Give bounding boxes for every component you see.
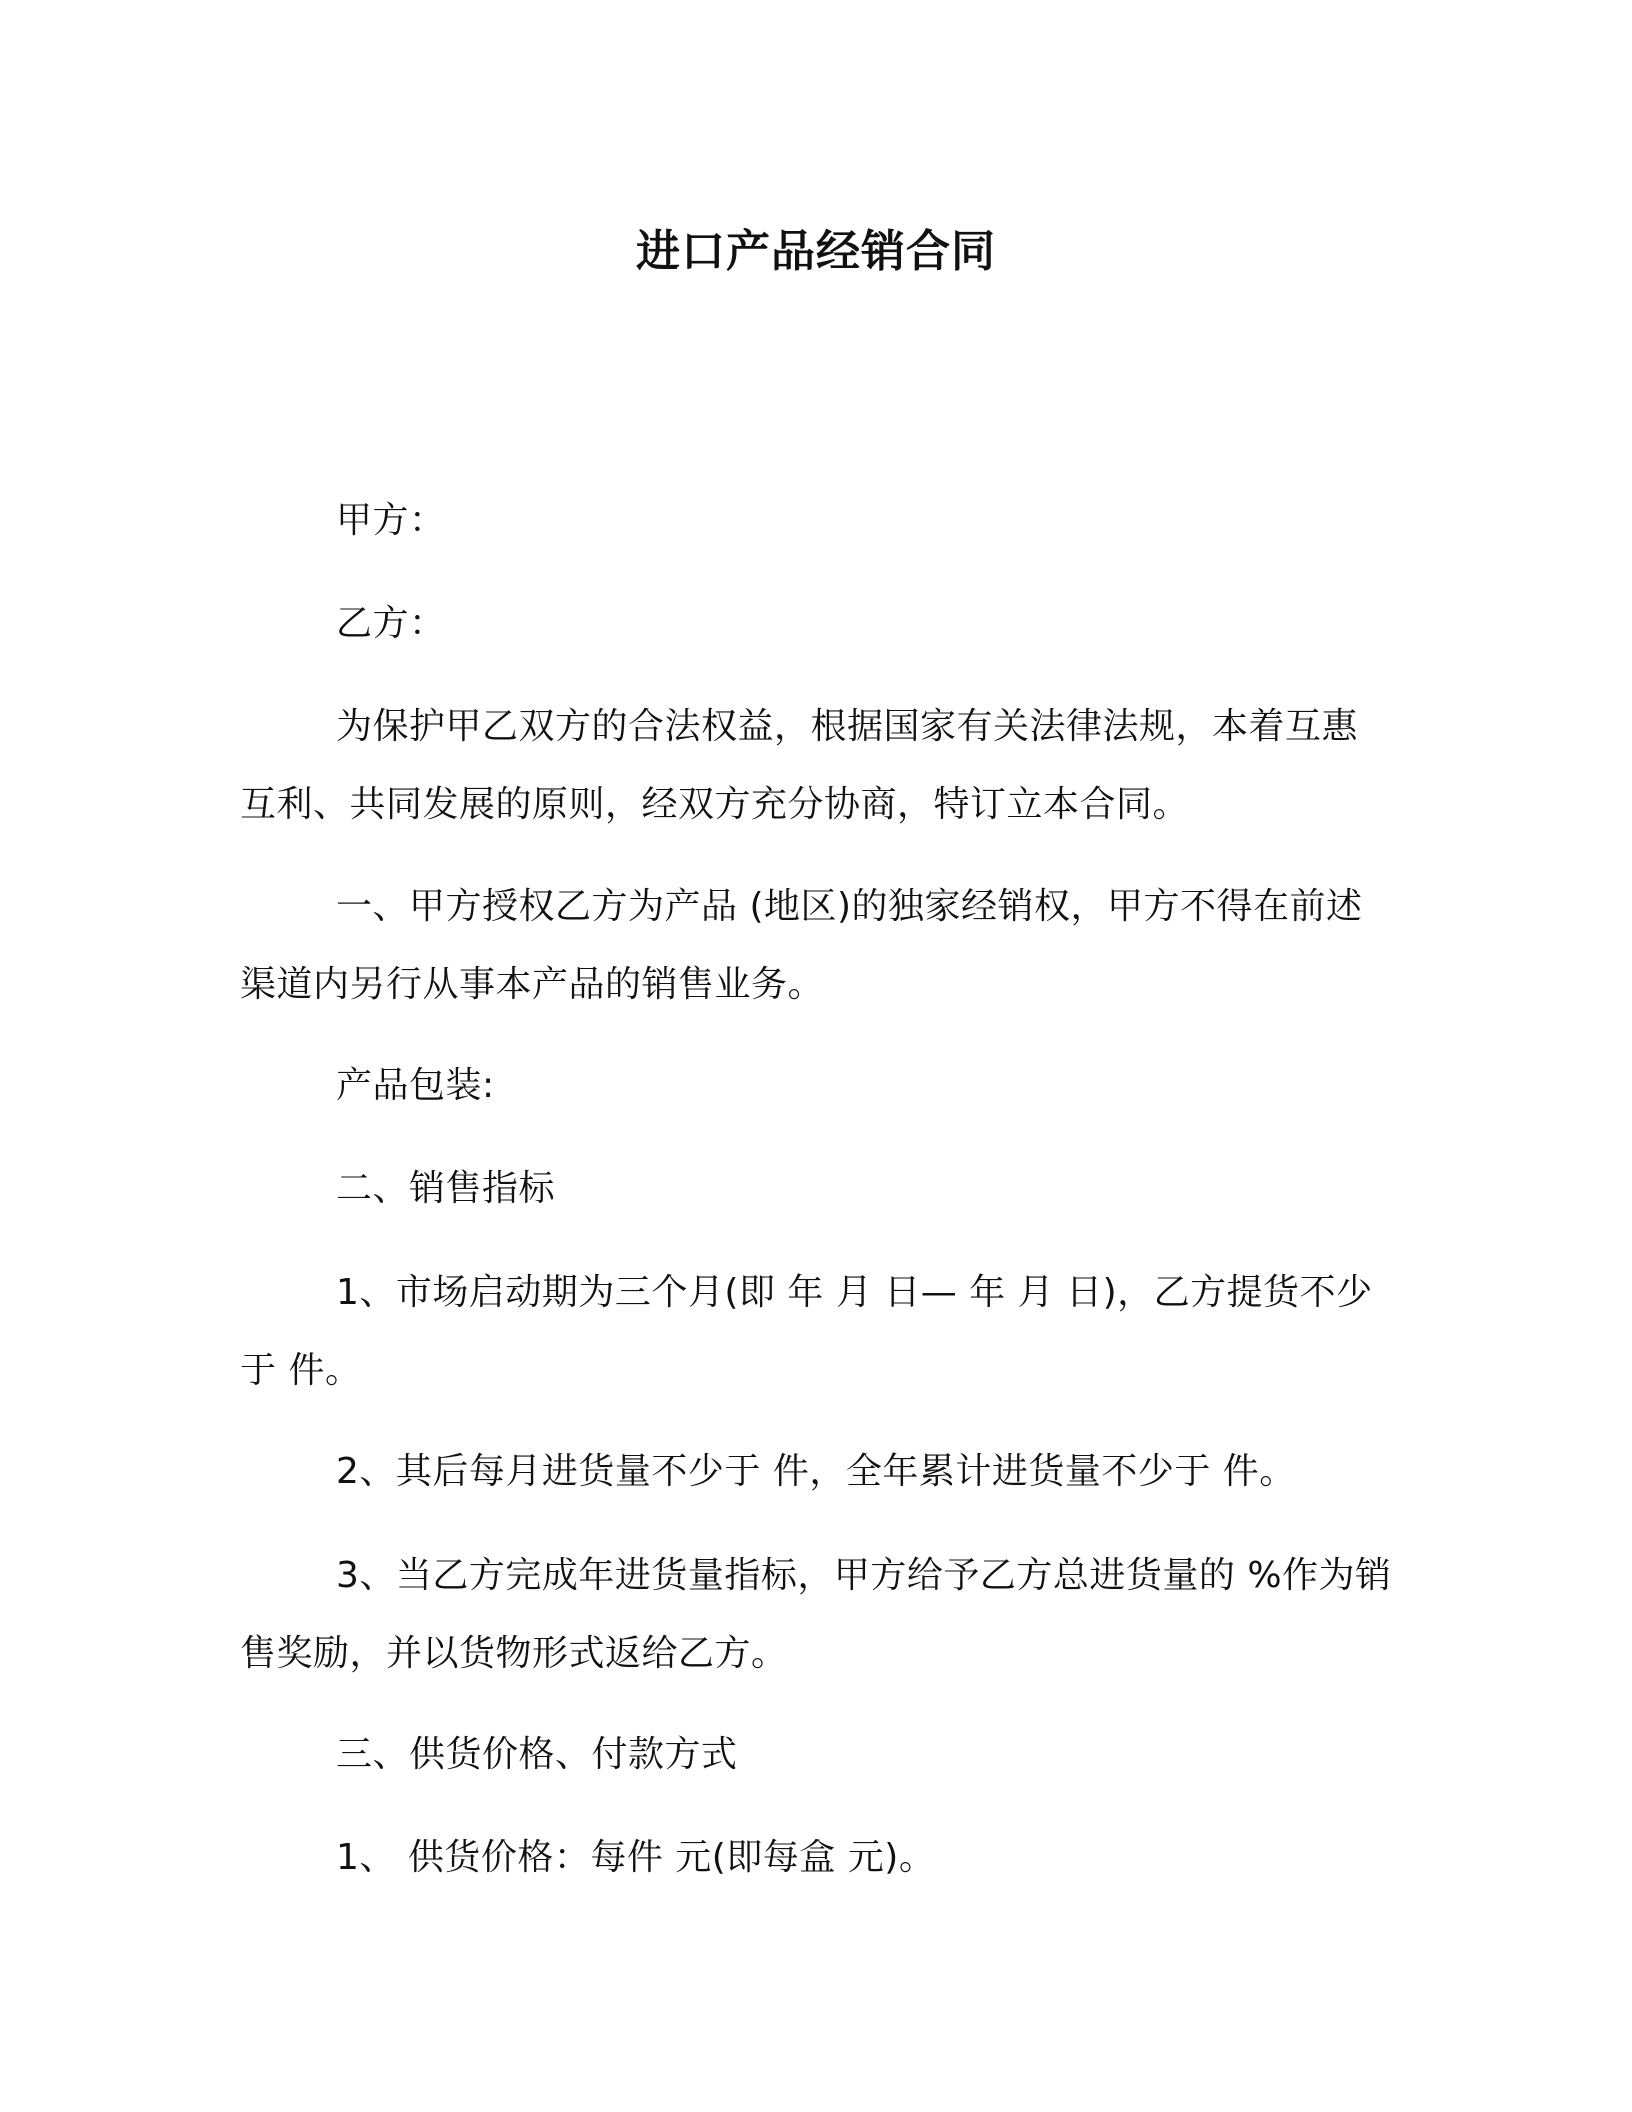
section-3-heading: 三、供货价格、付款方式 <box>336 1734 738 1775</box>
product-packaging-line: 产品包装: <box>336 1065 495 1106</box>
party-b-line: 乙方： <box>336 603 446 644</box>
clause-2-3-paragraph: 3、当乙方完成年进货量指标，甲方给予乙方总进货量的 %作为销售奖励，并以货物形式返给乙方。 <box>240 1555 1392 1674</box>
preamble-paragraph: 为保护甲乙双方的合法权益，根据国家有关法律法规，本着互惠互利、共同发展的原则，经双方充分协商，特订立本合同。 <box>240 706 1359 825</box>
clause-2-2-paragraph: 2、其后每月进货量不少于 件，全年累计进货量不少于 件。 <box>336 1451 1296 1492</box>
party-a-line: 甲方： <box>336 500 446 541</box>
clause-3-1-paragraph: 1、 供货价格：每件 元(即每盒 元)。 <box>336 1837 936 1878</box>
clause-2-1-paragraph: 1、市场启动期为三个月(即 年 月 日— 年 月 日)，乙方提货不少于 件。 <box>240 1272 1373 1391</box>
section-2-heading: 二、销售指标 <box>336 1168 556 1209</box>
clause-1-paragraph: 一、甲方授权乙方为产品 (地区)的独家经销权，甲方不得在前述渠道内另行从事本产品的销售业务。 <box>240 886 1363 1005</box>
document-title: 进口产品经销合同 <box>636 226 996 277</box>
